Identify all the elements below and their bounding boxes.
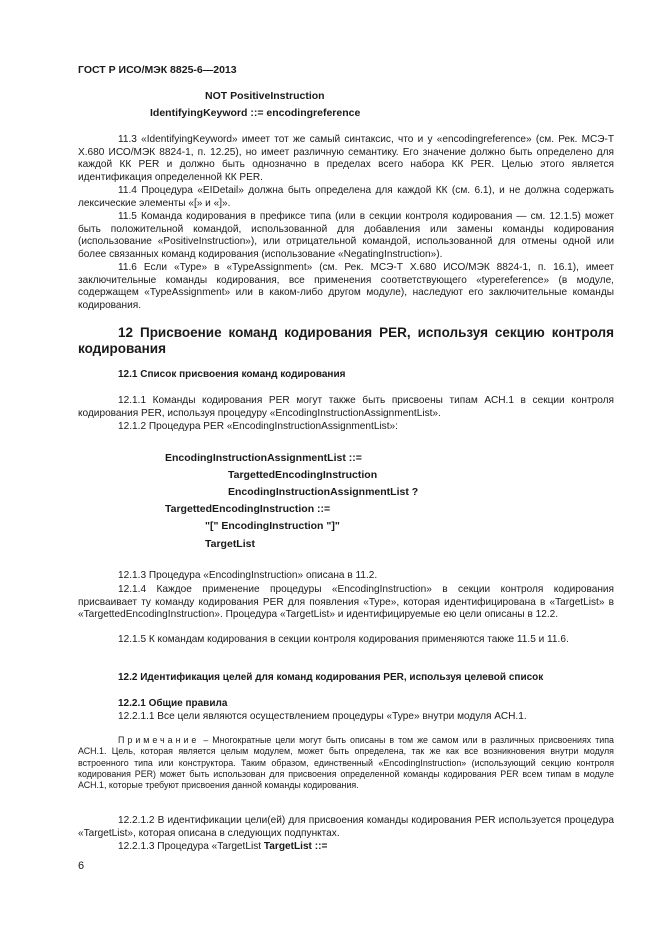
page-number: 6 (78, 860, 85, 872)
code-line: "[" EncodingInstruction "]" (205, 520, 340, 532)
paragraph-11-3: 11.3 «IdentifyingKeyword» имеет тот же самый синтаксис, что и у «encodingreference» (см. Рек. МСЭ-Т X.680 ИСО/МЭК 8824-1, п. 12.25), но имеет различную семантику. Его значение должно быть определено для каждой КК PER и должно быть однозначно в пределах всего набора КК PER. Целью этого является идентификация определенной КК PER. (78, 134, 614, 183)
note-label: Примечание (118, 735, 200, 745)
paragraph-12-1-4: 12.1.4 Каждое применение процедуры «EncodingInstruction» в секции контроля кодирования присваивает ту команду кодирования PER для появления «Type», которая идентифицирована в «TargetList» в «TargettedEncodingInstruction». Процедура «TargetList» и идентифицируемые ею цели описаны в 12.2. (78, 584, 614, 621)
subsection-heading-12-2: 12.2 Идентификация целей для команд кодирования PER, используя целевой список (118, 672, 544, 683)
paragraph-12-1-3: 12.1.3 Процедура «EncodingInstruction» описана в 11.2. (118, 570, 378, 581)
code-line: IdentifyingKeyword ::= encodingreference (150, 107, 361, 119)
code-line: TargettedEncodingInstruction (228, 469, 378, 481)
code-line: TargetList (205, 538, 255, 550)
note-text: – Многократные цели могут быть описаны в том же самом или в различных присвоениях типа АСН.1. Цель, которая является целым модулем, может быть определена, так же как все возникновения внутри модуля встроенного типа или конструктора. Таким образом, единственный «EncodingInstruction» (использующий секцию контроля кодирования PER) может быть использован для присвоения определенной команды кодирования PER всем типам в модуле АСН.1, которые требуют присвоения данной команды кодирования. (78, 735, 614, 791)
paragraph-12-1-5: 12.1.5 К командам кодирования в секции контроля кодирования применяются также 11.5 и 11.6. (118, 634, 569, 645)
document-header: ГОСТ Р ИСО/МЭК 8825-6—2013 (78, 64, 237, 76)
paragraph-12-1-1: 12.1.1 Команды кодирования PER могут также быть присвоены типам АСН.1 в секции контроля кодирования PER, используя процедуру «EncodingInstructionAssignmentList». (78, 395, 614, 419)
paragraph-11-6: 11.6 Если «Type» в «TypeAssignment» (см. Рек. МСЭ-Т X.680 ИСО/МЭК 8824-1, п. 16.1), имеет заключительные команды кодирования, все применения соответствующего «typereference» (в модуле, содержащем «TypeAssignment» или в каком-либо другом модуле), наследуют его заключительные команды кодирования. (78, 262, 614, 311)
paragraph-12-2-1-3 (78, 841, 614, 854)
paragraph-12-2-1-2: 12.2.1.2 В идентификации цели(ей) для присвоения команды кодирования PER используется процедура «TargetList», которая описана в следующих подпунктах. (78, 815, 614, 839)
note-block (78, 735, 614, 791)
paragraph-11-5: 11.5 Команда кодирования в префиксе типа (или в секции контроля кодирования — см. 12.1.5) может быть положительной командой, использованной для добавления или замены команды кодирования (использование «PositiveInstruction»), или отрицательной командой, использованной для отмены одной или более связанных команд кодирования (использование «NegatingInstruction»). (78, 211, 614, 260)
paragraph-12-2-1-1: 12.2.1.1 Все цели являются осуществлением процедуры «Type» внутри модуля АСН.1. (118, 711, 527, 722)
paragraph-11-4: 11.4 Процедура «EIDetail» должна быть определена для каждой КК (см. 6.1), и не должна содержать лексические элементы «[» и «]». (78, 185, 614, 209)
code-line: EncodingInstructionAssignmentList ::= (165, 452, 362, 464)
paragraph-12-1-2: 12.1.2 Процедура PER «EncodingInstructionAssignmentList»: (118, 421, 398, 432)
code-line: EncodingInstructionAssignmentList ? (228, 486, 419, 498)
paragraph-12-2-1-3-text: 12.2.1.3 Процедура «TargetList (118, 841, 264, 852)
paragraph-12-2-1-3-code: TargetList ::= (263, 841, 328, 852)
code-line: NOT PositiveInstruction (205, 90, 325, 102)
subsection-heading-12-2-1: 12.2.1 Общие правила (118, 698, 228, 709)
code-line: TargettedEncodingInstruction ::= (165, 503, 331, 515)
section-heading-12: 12 Присвоение команд кодирования PER, используя секцию контроля кодирования (78, 325, 614, 356)
subsection-heading-12-1: 12.1 Список присвоения команд кодирования (118, 369, 346, 380)
